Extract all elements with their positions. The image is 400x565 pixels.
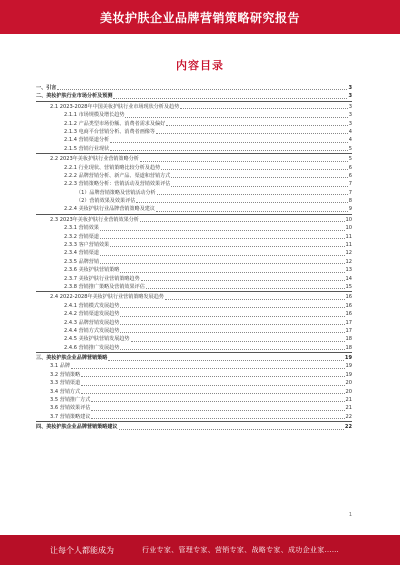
toc-entry-label: 2.1.3 电商平台营销分析、消费者画像等 bbox=[64, 128, 155, 135]
toc-leader-dots bbox=[120, 349, 344, 350]
toc-leader-dots bbox=[161, 169, 348, 170]
toc-entry[interactable] bbox=[36, 205, 352, 214]
toc-entry-page: 19 bbox=[345, 363, 352, 370]
toc-entry-page: 17 bbox=[345, 319, 352, 326]
toc-entry-page: 10 bbox=[345, 216, 352, 223]
toc-entry[interactable] bbox=[36, 354, 352, 362]
toc-leader-dots bbox=[110, 246, 344, 247]
toc-entry[interactable] bbox=[36, 233, 352, 241]
toc-leader-dots bbox=[171, 186, 347, 187]
toc-entry-label: 3.5 营销推广方式 bbox=[50, 397, 91, 404]
toc-entry-label: 3.4 营销方式 bbox=[50, 388, 81, 395]
toc-leader-dots bbox=[57, 89, 347, 90]
toc-leader-dots bbox=[81, 385, 344, 386]
toc-entry[interactable] bbox=[36, 283, 352, 292]
toc-entry-label: 一、引言 bbox=[36, 84, 57, 91]
toc-leader-dots bbox=[120, 272, 344, 273]
toc-entry[interactable] bbox=[36, 371, 352, 379]
toc-entry-page: 7 bbox=[348, 189, 352, 196]
toc-entry-page: 10 bbox=[345, 225, 352, 232]
toc-entry-page: 5 bbox=[348, 145, 352, 152]
footer-banner bbox=[0, 535, 400, 565]
toc-leader-dots bbox=[100, 255, 345, 256]
toc-entry[interactable] bbox=[36, 275, 352, 283]
toc-entry[interactable] bbox=[36, 327, 352, 335]
page-number: 1 bbox=[348, 512, 352, 518]
toc-entry-page: 12 bbox=[345, 258, 352, 265]
toc-entry-page: 8 bbox=[348, 198, 352, 205]
toc-entry[interactable] bbox=[36, 396, 352, 404]
toc-entry-label: 2.1.2 产品类型市场份额、消费者需求及偏好 bbox=[64, 120, 166, 127]
toc-entry-label: 2.3.4 营销渠道 bbox=[64, 250, 99, 257]
toc-leader-dots bbox=[91, 401, 344, 402]
toc-entry-label: 四、美妆护肤企业品牌营销策略建议 bbox=[36, 424, 118, 431]
toc-entry-page: 20 bbox=[345, 380, 352, 387]
toc-leader-dots bbox=[110, 150, 348, 151]
toc-entry[interactable] bbox=[36, 128, 352, 136]
footer-roles: 行业专家、管理专家、营销专家、战略专家、成功企业家…… bbox=[142, 546, 340, 554]
toc-entry[interactable] bbox=[36, 180, 352, 188]
toc-entry-page: 18 bbox=[345, 336, 352, 343]
toc-entry[interactable] bbox=[36, 335, 352, 343]
toc-entry-page: 7 bbox=[348, 181, 352, 188]
toc-entry-label: 2.3.7 美妆护肤行业营销策略趋势 bbox=[64, 275, 140, 282]
toc-entry-page: 13 bbox=[345, 267, 352, 274]
toc-entry[interactable] bbox=[36, 111, 352, 119]
toc-entry[interactable] bbox=[36, 197, 352, 205]
toc-entry-label: 2.4.3 品牌营销发展趋势 bbox=[64, 319, 120, 326]
toc-entry-page: 4 bbox=[348, 128, 352, 135]
toc-leader-dots bbox=[120, 307, 344, 308]
toc-entry[interactable] bbox=[36, 120, 352, 128]
toc-leader-dots bbox=[120, 324, 344, 325]
toc-entry[interactable] bbox=[36, 249, 352, 257]
toc-leader-dots bbox=[71, 368, 345, 369]
toc-leader-dots bbox=[180, 108, 348, 109]
toc-leader-dots bbox=[119, 429, 344, 430]
toc-entry[interactable] bbox=[36, 172, 352, 180]
toc-entry[interactable] bbox=[36, 103, 352, 111]
toc-entry[interactable] bbox=[36, 379, 352, 387]
toc-entry-label: 2.3.1 营销效果 bbox=[64, 225, 99, 232]
toc-entry-label: 2.4.5 美妆护肤营销发展趋势 bbox=[64, 336, 130, 343]
toc-entry-page: 16 bbox=[345, 311, 352, 318]
toc-entry-label: 2.1 2023-2028年中国美妆护肤行业市场现状分析及趋势 bbox=[50, 103, 180, 110]
table-of-contents bbox=[36, 84, 352, 432]
toc-entry-label: 2.2.3 营销策略分析：营销活动及营销效果评估 bbox=[64, 181, 171, 188]
toc-entry[interactable] bbox=[36, 293, 352, 301]
report-title: 美妆护肤企业品牌营销策略研究报告 bbox=[99, 10, 300, 25]
toc-heading: 内容目录 bbox=[176, 59, 224, 72]
toc-leader-dots bbox=[146, 288, 345, 289]
toc-leader-dots bbox=[140, 221, 345, 222]
toc-entry-label: 2.1.5 营销行业现状 bbox=[64, 145, 110, 152]
toc-entry-label: 2.1.4 营销渠道分析 bbox=[64, 137, 110, 144]
toc-entry-label: 2.4.6 营销推广发展趋势 bbox=[64, 344, 120, 351]
toc-entry-page: 3 bbox=[348, 93, 352, 100]
toc-entry[interactable] bbox=[36, 155, 352, 163]
toc-entry-label: 3.7 营销策略建议 bbox=[50, 413, 91, 420]
toc-leader-dots bbox=[171, 177, 347, 178]
toc-entry-label: （2）营销效果及效果评估 bbox=[76, 198, 136, 205]
toc-entry-page: 6 bbox=[348, 164, 352, 171]
toc-entry-page: 22 bbox=[344, 424, 352, 431]
toc-entry[interactable] bbox=[36, 404, 352, 412]
toc-entry[interactable] bbox=[36, 164, 352, 172]
toc-entry-page: 21 bbox=[345, 397, 352, 404]
toc-entry-label: 2.4 2022-2028年美妆护肤行业营销策略发展趋势 bbox=[50, 294, 164, 301]
toc-leader-dots bbox=[91, 410, 344, 411]
toc-entry-page: 4 bbox=[348, 137, 352, 144]
toc-entry-page: 19 bbox=[344, 355, 352, 362]
toc-entry-page: 11 bbox=[345, 233, 352, 240]
toc-entry[interactable] bbox=[36, 266, 352, 274]
toc-entry-label: 2.3 2023年美妆护肤行业营销效果分析 bbox=[50, 216, 139, 223]
toc-entry-page: 19 bbox=[345, 371, 352, 378]
toc-entry-label: 2.3.2 营销渠道 bbox=[64, 233, 99, 240]
toc-entry-label: 三、美妆护肤企业品牌营销策略 bbox=[36, 355, 108, 362]
toc-entry[interactable] bbox=[36, 302, 352, 310]
toc-entry-label: 3.1 品牌 bbox=[50, 363, 70, 370]
toc-entry[interactable] bbox=[36, 136, 352, 144]
toc-entry-page: 3 bbox=[348, 84, 352, 91]
toc-entry-page: 22 bbox=[345, 413, 352, 420]
toc-entry-page: 6 bbox=[348, 172, 352, 179]
toc-entry-label: 3.6 营销效果评估 bbox=[50, 405, 91, 412]
toc-entry[interactable] bbox=[36, 92, 352, 101]
toc-entry[interactable] bbox=[36, 423, 352, 431]
toc-entry[interactable] bbox=[36, 413, 352, 422]
header-banner bbox=[0, 0, 400, 34]
toc-entry-page: 20 bbox=[345, 388, 352, 395]
toc-leader-dots bbox=[141, 280, 345, 281]
toc-entry[interactable] bbox=[36, 216, 352, 224]
toc-entry-page: 3 bbox=[348, 103, 352, 110]
toc-entry-page: 16 bbox=[345, 302, 352, 309]
toc-entry-label: 3.2 营销策略 bbox=[50, 371, 81, 378]
toc-entry-page: 11 bbox=[345, 242, 352, 249]
toc-entry[interactable] bbox=[36, 189, 352, 197]
toc-leader-dots bbox=[120, 332, 344, 333]
toc-entry-page: 16 bbox=[345, 294, 352, 301]
toc-leader-dots bbox=[131, 341, 345, 342]
toc-entry-label: 3.3 营销渠道 bbox=[50, 380, 81, 387]
toc-entry-label: 2.3.6 美妆护肤营销策略 bbox=[64, 267, 120, 274]
toc-leader-dots bbox=[91, 418, 344, 419]
toc-leader-dots bbox=[113, 98, 347, 99]
toc-entry-label: 2.2.1 行业现状、营销策略比较分析及趋势 bbox=[64, 164, 161, 171]
toc-leader-dots bbox=[165, 299, 345, 300]
toc-leader-dots bbox=[140, 161, 348, 162]
toc-entry[interactable] bbox=[36, 319, 352, 327]
toc-entry-page: 12 bbox=[345, 250, 352, 257]
footer-slogan: 让每个人都能成为 bbox=[50, 545, 114, 555]
toc-leader-dots bbox=[81, 393, 344, 394]
toc-entry-page: 15 bbox=[345, 283, 352, 290]
toc-entry-label: 2.3.8 营销推广策略及营销效果评估 bbox=[64, 283, 145, 290]
toc-entry-label: 二、美妆护肤行业市场分析及预测 bbox=[36, 93, 113, 100]
toc-entry[interactable] bbox=[36, 145, 352, 154]
toc-entry-page: 18 bbox=[345, 344, 352, 351]
toc-entry-page: 21 bbox=[345, 405, 352, 412]
toc-leader-dots bbox=[110, 142, 348, 143]
toc-entry-page: 5 bbox=[348, 156, 352, 163]
toc-leader-dots bbox=[100, 230, 345, 231]
toc-entry-page: 14 bbox=[345, 275, 352, 282]
toc-entry[interactable] bbox=[36, 388, 352, 396]
toc-leader-dots bbox=[100, 263, 345, 264]
toc-entry[interactable] bbox=[36, 310, 352, 318]
toc-entry-label: 2.1.1 市场规模及增长趋势 bbox=[64, 112, 125, 119]
toc-entry-label: （1）品牌营销策略及营销活动分析 bbox=[76, 189, 156, 196]
toc-leader-dots bbox=[156, 133, 348, 134]
toc-entry[interactable] bbox=[36, 224, 352, 232]
toc-entry[interactable] bbox=[36, 344, 352, 353]
toc-entry-label: 2.2.4 美妆护肤行业品牌营销策略及建议 bbox=[64, 206, 155, 213]
toc-entry-label: 2.2.2 品牌营销分析、新产品、渠道和营销方式 bbox=[64, 172, 171, 179]
toc-entry-label: 2.4.4 营销方式发展趋势 bbox=[64, 327, 120, 334]
toc-leader-dots bbox=[120, 316, 344, 317]
toc-leader-dots bbox=[81, 376, 344, 377]
toc-entry-label: 2.2 2023年美妆护肤行业营销策略分析 bbox=[50, 156, 139, 163]
toc-leader-dots bbox=[136, 202, 347, 203]
toc-entry[interactable] bbox=[36, 241, 352, 249]
toc-leader-dots bbox=[166, 125, 348, 126]
toc-leader-dots bbox=[108, 360, 344, 361]
toc-entry-page: 17 bbox=[345, 327, 352, 334]
toc-entry-label: 2.3.5 品牌营销 bbox=[64, 258, 99, 265]
toc-entry-page: 3 bbox=[348, 112, 352, 119]
toc-leader-dots bbox=[100, 238, 345, 239]
toc-leader-dots bbox=[125, 117, 347, 118]
toc-leader-dots bbox=[156, 211, 348, 212]
toc-leader-dots bbox=[157, 194, 348, 195]
toc-entry-label: 2.3.3 客户营销效果 bbox=[64, 242, 110, 249]
toc-entry-page: 9 bbox=[348, 206, 352, 213]
toc-entry[interactable] bbox=[36, 363, 352, 371]
toc-entry[interactable] bbox=[36, 258, 352, 266]
toc-entry-label: 2.4.1 营销模式发展趋势 bbox=[64, 302, 120, 309]
toc-entry-label: 2.4.2 营销渠道发展趋势 bbox=[64, 311, 120, 318]
toc-entry[interactable] bbox=[36, 84, 352, 92]
toc-entry-page: 3 bbox=[348, 120, 352, 127]
